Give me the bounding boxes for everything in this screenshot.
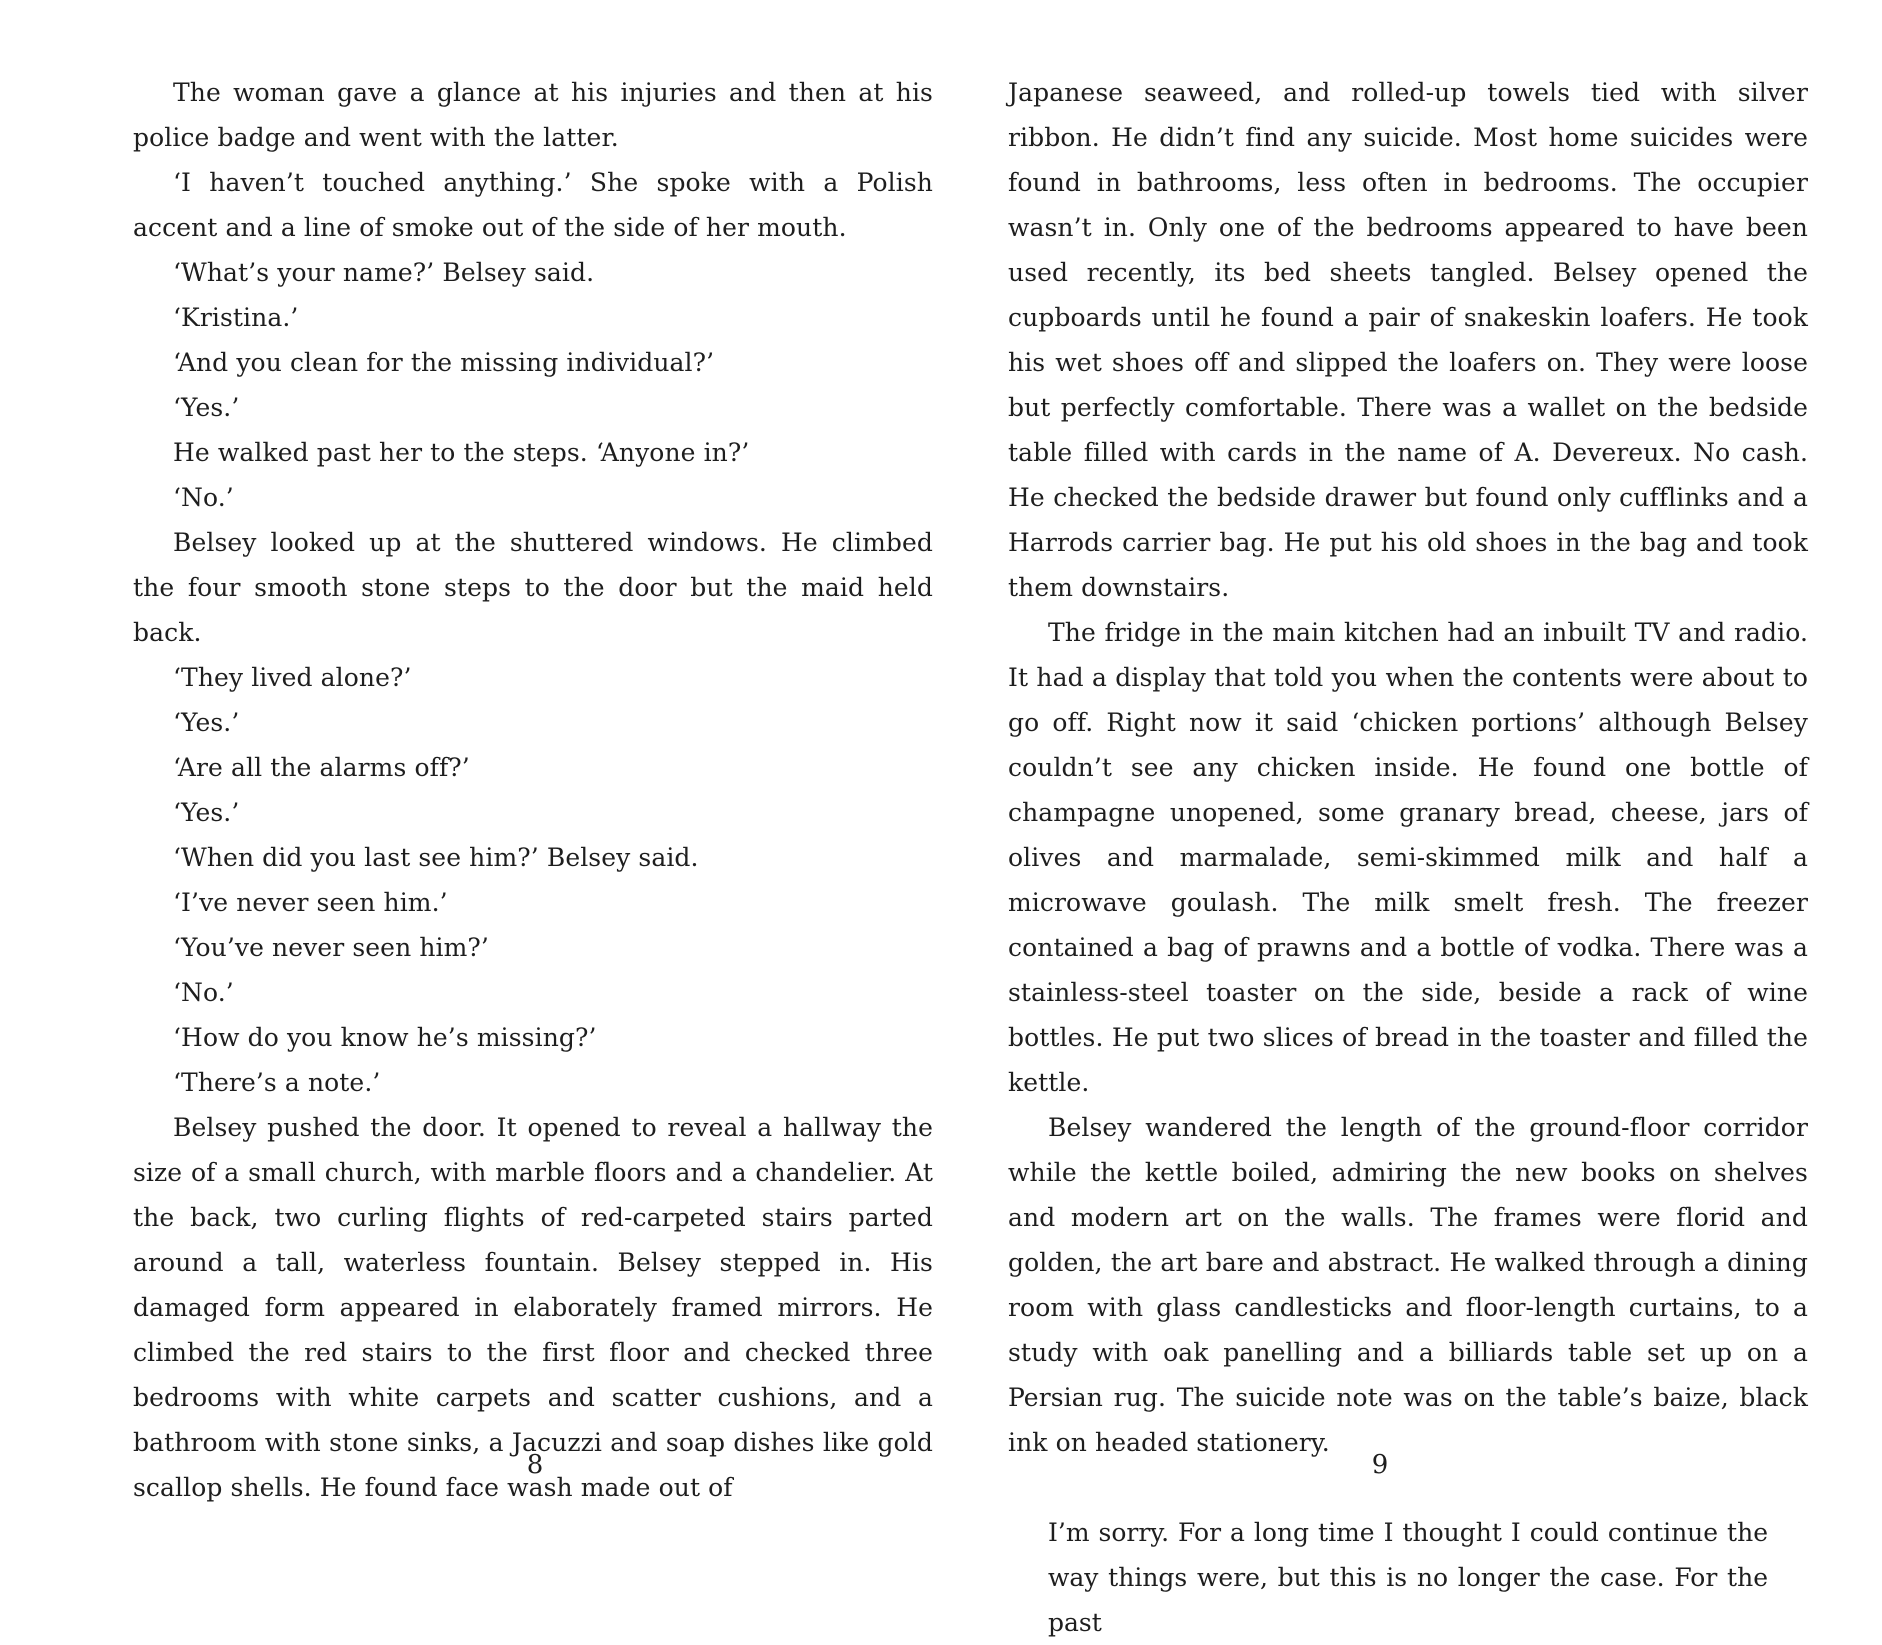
page-number-left: 8 bbox=[526, 1450, 544, 1480]
page-number-right: 9 bbox=[1371, 1450, 1389, 1480]
paragraph: ‘When did you last see him?’ Belsey said. bbox=[173, 843, 699, 872]
paragraph: ‘Yes.’ bbox=[173, 798, 240, 827]
paragraph: ‘You’ve never seen him?’ bbox=[173, 933, 489, 962]
paragraph: Belsey looked up at the shuttered windows. He climbed the four smooth stone steps to the door but the maid held back. bbox=[133, 528, 933, 647]
paragraph: Japanese seaweed, and rolled-up towels tied with silver ribbon. He didn’t find any suicide. Most home suicides were found in bathrooms, less often in bedrooms. The occupier wasn’t in. Only one of the bedrooms appeared to have been used recently, its bed sheets tangled. Belsey opened the cupboards until he found a pair of snakeskin loafers. He took his wet shoes off and slipped the loafers on. They were loose but perfectly comfortable. There was a wallet on the bedside table filled with cards in the name of A. Devereux. No cash. He checked the bedside drawer but found only cufflinks and a Harrods carrier bag. He put his old shoes in the bag and took them downstairs. bbox=[1008, 78, 1808, 602]
paragraph: Belsey pushed the door. It opened to reveal a hallway the size of a small church, with marble floors and a chandelier. At the back, two curling flights of red-carpeted stairs parted around a tall, waterless fountain. Belsey stepped in. His damaged form appeared in elaborately framed mirrors. He climbed the red stairs to the first floor and checked three bedrooms with white carpets and scatter cushions, and a bathroom with stone sinks, a Jacuzzi and soap dishes like gold scallop shells. He found face wash made out of bbox=[133, 1113, 933, 1502]
paragraph: ‘Yes.’ bbox=[173, 393, 240, 422]
paragraph: ‘What’s your name?’ Belsey said. bbox=[173, 258, 595, 287]
paragraph: The woman gave a glance at his injuries and then at his police badge and went with the latter. bbox=[133, 78, 933, 152]
paragraph: ‘They lived alone?’ bbox=[173, 663, 412, 692]
paragraph: Belsey wandered the length of the ground-floor corridor while the kettle boiled, admiring the new books on shelves and modern art on the walls. The frames were florid and golden, the art bare and abstract. He walked through a dining room with glass candlesticks and floor-length curtains, to a study with oak panelling and a billiards table set up on a Persian rug. The suicide note was on the table’s baize, black ink on headed stationery. bbox=[1008, 1113, 1808, 1457]
paragraph: ‘No.’ bbox=[173, 978, 234, 1007]
paragraph: ‘How do you know he’s missing?’ bbox=[173, 1023, 597, 1052]
paragraph: ‘No.’ bbox=[173, 483, 234, 512]
right-page-text bbox=[1008, 70, 1808, 1465]
left-page bbox=[133, 70, 933, 1510]
paragraph: ‘Are all the alarms off?’ bbox=[173, 753, 470, 782]
paragraph: ‘Yes.’ bbox=[173, 708, 240, 737]
paragraph: He walked past her to the steps. ‘Anyone in?’ bbox=[173, 438, 750, 467]
paragraph: ‘I’ve never seen him.’ bbox=[173, 888, 448, 917]
left-page-text bbox=[133, 70, 933, 1510]
paragraph: ‘I haven’t touched anything.’ She spoke with a Polish accent and a line of smoke out of the side of her mouth. bbox=[133, 168, 933, 242]
paragraph: ‘And you clean for the missing individual?’ bbox=[173, 348, 715, 377]
paragraph: ‘Kristina.’ bbox=[173, 303, 299, 332]
paragraph: ‘There’s a note.’ bbox=[173, 1068, 381, 1097]
right-page bbox=[1008, 70, 1808, 1645]
note-text: I’m sorry. For a long time I thought I could continue the way things were, but this is no longer the case. For the past bbox=[1048, 1518, 1768, 1637]
paragraph: The fridge in the main kitchen had an inbuilt TV and radio. It had a display that told you when the contents were about to go off. Right now it said ‘chicken portions’ although Belsey couldn’t see any chicken inside. He found one bottle of champagne unopened, some granary bread, cheese, jars of olives and marmalade, semi-skimmed milk and half a microwave goulash. The milk smelt fresh. The freezer contained a bag of prawns and a bottle of vodka. There was a stainless-steel toaster on the side, beside a rack of wine bottles. He put two slices of bread in the toaster and filled the kettle. bbox=[1008, 618, 1808, 1097]
suicide-note-excerpt bbox=[1008, 1510, 1808, 1645]
